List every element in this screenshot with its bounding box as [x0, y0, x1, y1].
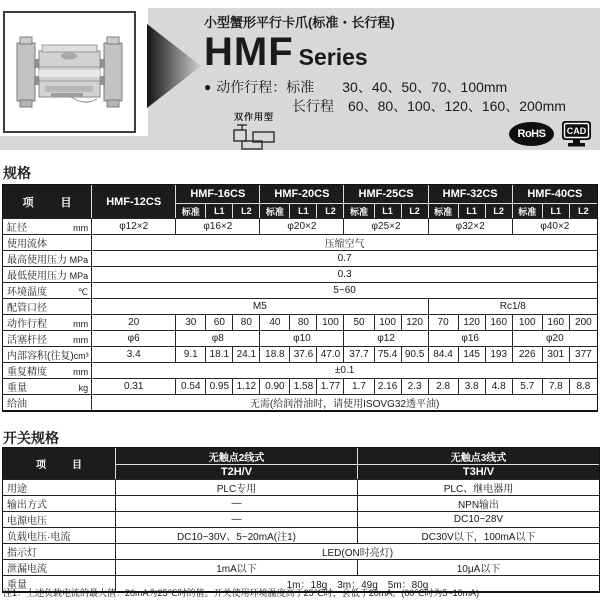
switch-item-header: 项 目 [3, 448, 116, 479]
spec-subcol-header: L2 [402, 203, 429, 218]
cad-label: CAD [566, 126, 587, 136]
spec-cell: 2.3 [402, 378, 429, 394]
bullet-icon: ● [204, 80, 212, 94]
spec-cell: 2.16 [375, 378, 402, 394]
spec-cell: 301 [543, 346, 570, 362]
spec-cell: 8.8 [570, 378, 597, 394]
row-label-text: 输出方式 [7, 500, 47, 511]
stroke-type: 长行程 [292, 98, 334, 114]
spec-row-label [3, 362, 92, 378]
spec-row-label [3, 346, 92, 362]
spec-table [2, 184, 598, 412]
rohs-badge [509, 122, 554, 146]
spec-row-label [3, 330, 92, 346]
row-label-text: 环境温度 [7, 287, 47, 298]
spec-cell: 120 [402, 314, 429, 330]
spec-cell: 40 [260, 314, 290, 330]
spec-cell: 压缩空气 [92, 234, 597, 250]
spec-cell: φ8 [176, 330, 260, 346]
switch-cell: — [116, 495, 358, 511]
gripper-image [5, 13, 134, 131]
spec-row-label [3, 266, 92, 282]
row-unit: MPa [69, 271, 89, 281]
spec-subcol-header: L2 [317, 203, 344, 218]
spec-model-header: HMF-32CS [429, 185, 513, 203]
spec-cell: 60 [206, 314, 233, 330]
spec-subcol-header: 标准 [513, 203, 543, 218]
spec-model-header: HMF-40CS [513, 185, 597, 203]
spec-cell: 0.3 [92, 266, 597, 282]
table-row [3, 362, 597, 378]
switch-cell: DC30V以下，100mA以下 [358, 527, 599, 543]
spec-cell: φ16×2 [176, 218, 260, 234]
stroke-type: 标准 [286, 79, 315, 95]
switch-cell: DC10~28V [358, 511, 599, 527]
spec-cell: 5~60 [92, 282, 597, 298]
spec-subcol-header: L2 [233, 203, 260, 218]
row-label-text: 最低使用压力 [7, 271, 67, 282]
row-unit: MPa [69, 255, 89, 265]
certification-badges [509, 120, 592, 147]
spec-subcol-header: 标准 [260, 203, 290, 218]
spec-cell: 无需(给润滑油时，请使用ISOVG32透平油) [92, 394, 597, 410]
spec-cell: 90.5 [402, 346, 429, 362]
spec-cell: φ20×2 [260, 218, 344, 234]
row-label-text: 最高使用压力 [7, 255, 67, 266]
spec-cell: 0.31 [92, 378, 176, 394]
spec-subcol-header: 标准 [176, 203, 206, 218]
spec-cell: 160 [486, 314, 513, 330]
spec-cell: 1.12 [233, 378, 260, 394]
cad-badge-icon [561, 120, 592, 147]
spec-cell: 160 [543, 314, 570, 330]
table-row [3, 394, 597, 410]
spec-subcol-header: L1 [459, 203, 486, 218]
header-banner [0, 8, 600, 150]
series-suffix: Series [298, 44, 368, 70]
row-label-text: 活塞杆径 [7, 335, 47, 346]
spec-subcol-header: 标准 [344, 203, 374, 218]
table-row [3, 330, 597, 346]
arrow-triangle [147, 24, 201, 108]
spec-row-label [3, 378, 92, 394]
switch-cell: 1m：18g 3m：49g 5m：80g [116, 575, 599, 591]
spec-subcol-header: L1 [543, 203, 570, 218]
row-label-text: 内部容积(往复) [7, 351, 74, 362]
table-row [3, 495, 599, 511]
double-acting-icon [231, 123, 277, 153]
table-row [3, 543, 599, 559]
spec-cell: φ16 [429, 330, 513, 346]
row-label-text: 使用流体 [7, 239, 47, 250]
spec-cell: 18.1 [206, 346, 233, 362]
spec-subcol-header: 标准 [429, 203, 459, 218]
spec-cell: 1.77 [317, 378, 344, 394]
row-label-text: 动作行程 [7, 319, 47, 330]
spec-cell: 200 [570, 314, 597, 330]
product-photo [3, 11, 136, 133]
spec-row-label [3, 394, 92, 410]
spec-cell: 50 [344, 314, 374, 330]
switch-cell: PLC、继电器用 [358, 479, 599, 495]
row-unit: mm [73, 223, 89, 233]
spec-cell: 30 [176, 314, 206, 330]
row-label-text: 重复精度 [7, 367, 47, 378]
switch-section-title: 开关规格 [3, 430, 59, 446]
table-row [3, 511, 599, 527]
spec-section-title: 规格 [3, 165, 31, 181]
spec-row-label [3, 218, 92, 234]
rohs-label: RoHS [517, 127, 546, 140]
action-type [226, 110, 282, 158]
spec-cell: 9.1 [176, 346, 206, 362]
table-row [3, 250, 597, 266]
table-row [3, 346, 597, 362]
table-row [3, 378, 597, 394]
spec-cell: φ40×2 [513, 218, 597, 234]
row-unit: ℃ [78, 287, 89, 297]
spec-cell: 70 [429, 314, 459, 330]
spec-cell: 37.6 [290, 346, 317, 362]
table-row [3, 559, 599, 575]
spec-cell: φ32×2 [429, 218, 513, 234]
spec-cell: 7.8 [543, 378, 570, 394]
stroke-values: 30、40、50、70、100mm [342, 79, 508, 95]
spec-row-label [3, 511, 116, 527]
spec-cell: φ12 [344, 330, 428, 346]
stroke-label: 动作行程： [216, 79, 287, 95]
spec-row-label [3, 495, 116, 511]
spec-model-header: HMF-20CS [260, 185, 344, 203]
spec-row-label [3, 314, 92, 330]
spec-cell: 1.58 [290, 378, 317, 394]
spec-model-header: HMF-16CS [176, 185, 260, 203]
row-label-text: 电源电压 [7, 516, 47, 527]
spec-row-label [3, 527, 116, 543]
switch-model-header: T2H/V [116, 464, 358, 479]
spec-row-label [3, 250, 92, 266]
row-label-text: 给油 [7, 399, 27, 410]
spec-cell: 80 [290, 314, 317, 330]
spec-cell: φ25×2 [344, 218, 428, 234]
spec-cell: 3.4 [92, 346, 176, 362]
row-label-text: 配管口径 [7, 303, 47, 314]
table-row [3, 266, 597, 282]
switch-cell: 1mA以下 [116, 559, 358, 575]
spec-cell: 24.1 [233, 346, 260, 362]
spec-cell: 100 [375, 314, 402, 330]
spec-cell: 0.54 [176, 378, 206, 394]
spec-cell: φ12×2 [92, 218, 176, 234]
table-row [3, 218, 597, 234]
spec-subcol-header: L2 [570, 203, 597, 218]
table-row [3, 314, 597, 330]
row-unit: mm [73, 367, 89, 377]
spec-cell: 226 [513, 346, 543, 362]
table-row [3, 479, 599, 495]
spec-row-label [3, 282, 92, 298]
spec-cell: 1.7 [344, 378, 374, 394]
spec-cell: 0.7 [92, 250, 597, 266]
spec-cell: 120 [459, 314, 486, 330]
spec-cell: 37.7 [344, 346, 374, 362]
spec-subcol-header: L2 [486, 203, 513, 218]
spec-cell: 193 [486, 346, 513, 362]
spec-cell: ±0.1 [92, 362, 597, 378]
spec-subcol-header: L1 [375, 203, 402, 218]
switch-table [2, 447, 600, 593]
spec-cell: 47.0 [317, 346, 344, 362]
spec-row-label [3, 543, 116, 559]
switch-cell: 10μA以下 [358, 559, 599, 575]
spec-subcol-header: L1 [206, 203, 233, 218]
table-row [3, 527, 599, 543]
row-unit: cm³ [73, 351, 89, 361]
spec-cell: Rc1/8 [429, 298, 597, 314]
spec-cell: M5 [92, 298, 428, 314]
spec-row-label [3, 298, 92, 314]
row-label-text: 指示灯 [7, 548, 37, 559]
spec-cell: 377 [570, 346, 597, 362]
spec-cell: 5.7 [513, 378, 543, 394]
switch-cell: DC10~30V、5~20mA(注1) [116, 527, 358, 543]
spec-cell: 145 [459, 346, 486, 362]
spec-cell: 0.95 [206, 378, 233, 394]
spec-cell: φ6 [92, 330, 176, 346]
table-row [3, 298, 597, 314]
spec-cell: 18.8 [260, 346, 290, 362]
spec-row-label [3, 559, 116, 575]
spec-cell: 100 [317, 314, 344, 330]
spec-cell: 3.8 [459, 378, 486, 394]
row-label-text: 负载电压·电流 [7, 532, 71, 543]
row-label-text: 重量 [7, 580, 27, 591]
switch-type-header: 无触点2线式 [116, 448, 358, 464]
switch-cell: NPN输出 [358, 495, 599, 511]
spec-cell: 75.4 [375, 346, 402, 362]
spec-item-header: 项 目 [3, 185, 92, 218]
spec-row-label [3, 234, 92, 250]
spec-cell: 0.90 [260, 378, 290, 394]
table-row [3, 234, 597, 250]
row-label-text: 泄漏电流 [7, 564, 47, 575]
switch-cell: — [116, 511, 358, 527]
product-subtitle: 小型蟹形平行卡爪(标准・长行程) [204, 15, 395, 30]
spec-cell: 20 [92, 314, 176, 330]
switch-type-header: 无触点3线式 [358, 448, 599, 464]
table-row [3, 282, 597, 298]
action-type-label: 双作用型 [233, 112, 274, 122]
switch-model-header: T3H/V [358, 464, 599, 479]
series-title [204, 32, 395, 81]
footnote: 注1：上述负载电流的最大值：20mA为25℃时的值。开关使用环境温度高于25℃时，会低于20mA。(60℃时为5~10mA) [3, 588, 480, 598]
stroke-values: 60、80、100、120、160、200mm [348, 98, 566, 114]
spec-cell: 80 [233, 314, 260, 330]
spec-model-header: HMF-25CS [344, 185, 428, 203]
spec-cell: φ10 [260, 330, 344, 346]
row-unit: mm [73, 319, 89, 329]
row-unit: mm [73, 335, 89, 345]
spec-subcol-header: L1 [290, 203, 317, 218]
row-label-text: 重量 [7, 383, 27, 394]
switch-cell: LED(ON时亮灯) [116, 543, 599, 559]
spec-cell: 84.4 [429, 346, 459, 362]
row-label-text: 缸径 [7, 223, 27, 234]
stroke-line-standard [204, 78, 566, 97]
switch-cell: PLC专用 [116, 479, 358, 495]
spec-row-label [3, 479, 116, 495]
row-label-text: 用途 [7, 484, 27, 495]
series-name: HMF [204, 30, 294, 74]
spec-cell: φ20 [513, 330, 597, 346]
spec-cell: 4.8 [486, 378, 513, 394]
row-unit: kg [78, 383, 89, 393]
spec-model-header: HMF-12CS [92, 185, 176, 218]
spec-cell: 2.8 [429, 378, 459, 394]
spec-cell: 100 [513, 314, 543, 330]
